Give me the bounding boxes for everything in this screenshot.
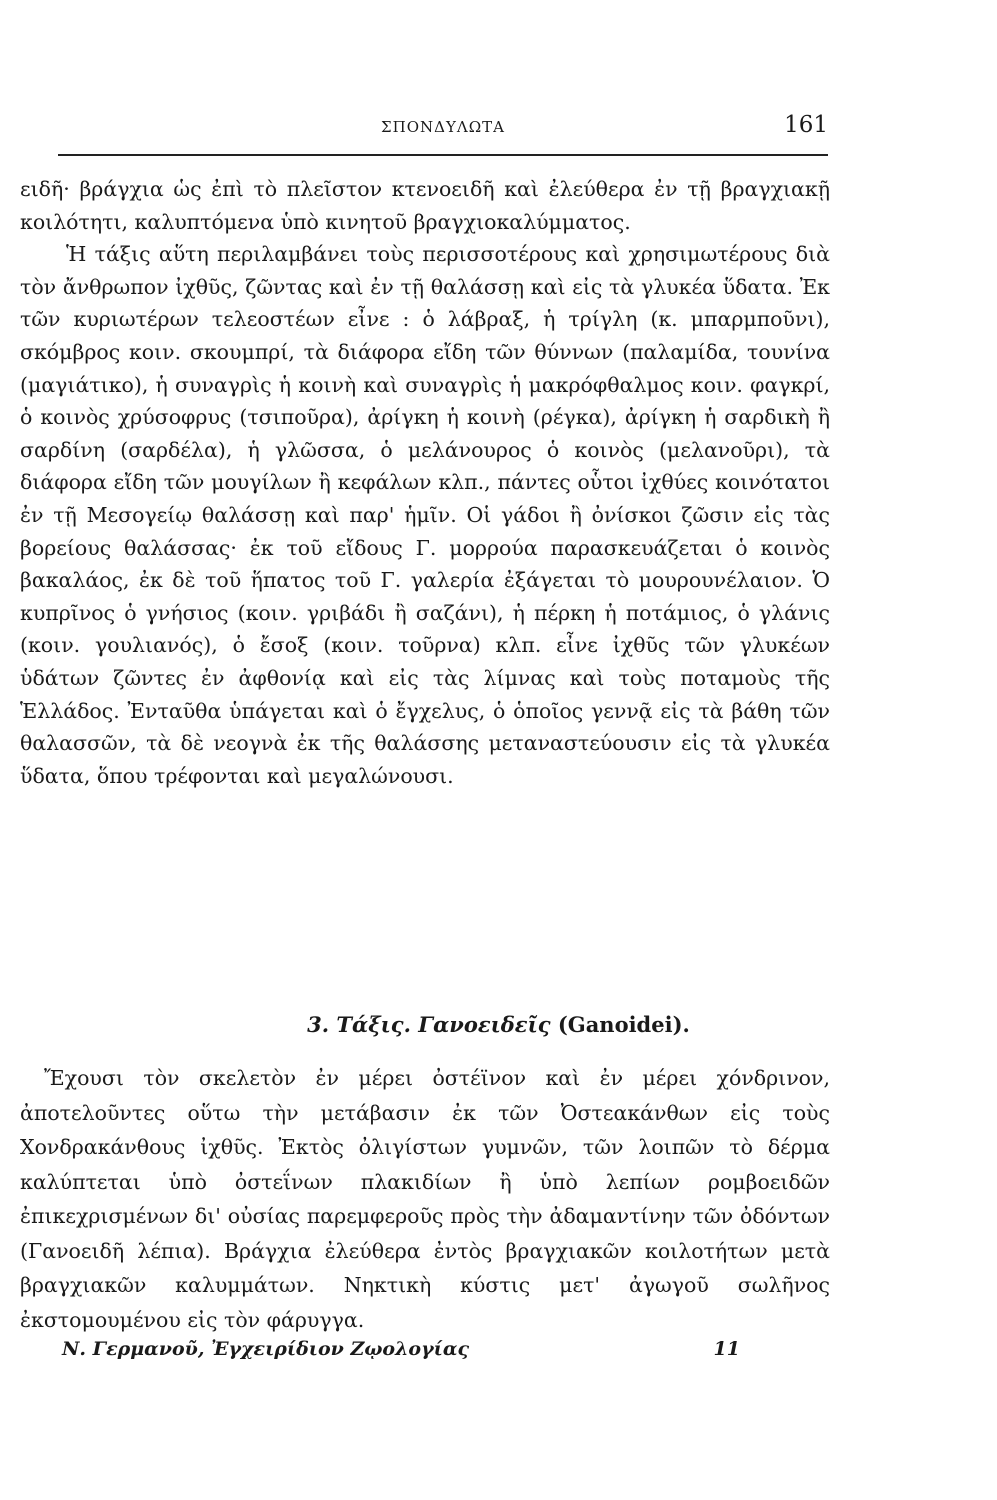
paragraph-ganoidei: Ἔχουσι τὸν σκελετὸν ἐν μέρει ὀστέϊνον καὶ ἐν μέρει χόνδρινον, ἀποτελοῦντες οὕτω τὴν μετάβασιν ἐκ τῶν Ὀστεακάνθων εἰς τοὺς Χονδρακάνθους ἰχθῦς. Ἐκτὸς ὀλιγίστων γυμνῶν, τῶν λοιπῶν τὸ δέρμα καλύπτεται ὑπὸ ὀστεΐνων πλακιδίων ἢ ὑπὸ λεπίων ρομβοειδῶν ἐπικεχρισμένων δι' οὐσίας παρεμφεροῦς πρὸς τὴν ἀδαμαντίνην τῶν ὀδόντων (Γανοειδῆ λέπια). Βράγχια ἐλεύθερα ἐντὸς βραγχιακῶν κοιλοτήτων μετὰ βραγχιακῶν καλυμμάτων. Νηκτικὴ κύστις μετ' ἀγωγοῦ σωλῆνος ἐκστομουμένου εἰς τὸν φάρυγγα. [20,1066,830,1332]
page-header [58,112,828,152]
section-number: 3. [307,1012,330,1037]
paragraph-teleostei: Ἡ τάξις αὕτη περιλαμβάνει τοὺς περισσοτέρους καὶ χρησιμωτέρους διὰ τὸν ἄνθρωπον ἰχθῦς, ζῶντας καὶ ἐν τῇ θαλάσσῃ καὶ εἰς τὰ γλυκέα ὕδατα. Ἐκ τῶν κυριωτέρων τελεοστέων εἶνε : ὁ λάβραξ, ἡ τρίγλη (κ. μπαρμποῦνι), σκόμβρος κοιν. σκουμπρί, τὰ διάφορα εἴδη τῶν θύννων (παλαμίδα, τουνίνα (μαγιάτικο), ἡ συναγρὶς ἡ κοινὴ καὶ συναγρὶς ἡ μακρόφθαλμος κοιν. φαγκρί, ὁ κοινὸς χρύσοφρυς (τσιποῦρα), ἀρίγκη ἡ κοινὴ (ρέγκα), ἀρίγκη ἡ σαρδικὴ ἢ σαρδίνη (σαρδέλα), ἡ γλῶσσα, ὁ μελάνουρος ὁ κοινὸς (μελανοῦρι), τὰ διάφορα εἴδη τῶν μουγίλων ἢ κεφάλων κλπ., πάντες οὗτοι ἰχθύες κοινότατοι ἐν τῇ Μεσογείῳ θαλάσσῃ καὶ παρ' ἡμῖν. Οἱ γάδοι ἢ ὀνίσκοι ζῶσιν εἰς τὰς βορείους θαλάσσας· ἐκ τοῦ εἴδους Γ. μορρούα παρασκευάζεται ὁ κοινὸς βακαλάος, ἐκ δὲ τοῦ ἥπατος τοῦ Γ. γαλερία ἐξάγεται τὸ μουρουνέλαιον. Ὁ κυπρῖνος ὁ γνήσιος (κοιν. γριβάδι ἢ σαζάνι), ἡ πέρκη ἡ ποτάμιος, ὁ γλάνις (κοιν. γουλιανός), ὁ ἔσοξ (κοιν. τοῦρνα) κλπ. εἶνε ἰχθῦς τῶν γλυκέων ὑδάτων ζῶντες ἐν ἀφθονίᾳ καὶ εἰς τὰς λίμνας καὶ τοὺς ποταμοὺς τῆς Ἑλλάδος. Ἐνταῦθα ὑπάγεται καὶ ὁ ἔγχελυς, ὁ ὁποῖος γεννᾷ εἰς τὰ βάθη τῶν θαλασσῶν, τὰ δὲ νεογνὰ ἐκ τῆς θαλάσσης μεταναστεύουσιν εἰς τὰ γλυκέα ὕδατα, ὅπου τρέφονται καὶ μεγαλώνουσι. [20,242,830,788]
section-latin-name: (Ganoidei). [557,1012,690,1037]
footer-book-title: Ν. Γερμανοῦ, Ἐγχειρίδιον Ζῳολογίας [62,1338,470,1360]
header-rule [58,154,828,156]
page-number: 161 [784,112,828,138]
page-footer [62,1338,762,1368]
footer-signature: 11 [713,1338,740,1360]
section-heading [0,1012,997,1037]
running-head: ΣΠΟΝΔΥΛΩΤΑ [381,118,505,136]
paragraph-continued: ειδῆ· βράγχια ὡς ἐπὶ τὸ πλεῖστον κτενοειδῆ καὶ ἐλεύθερα ἐν τῇ βραγχιακῇ κοιλότητι, καλυπτόμενα ὑπὸ κινητοῦ βραγχιοκαλύμματος. [20,177,830,234]
main-text [20,173,830,792]
section-text [20,1061,830,1337]
section-title: Τάξις. Γανοειδεῖς [336,1012,551,1037]
